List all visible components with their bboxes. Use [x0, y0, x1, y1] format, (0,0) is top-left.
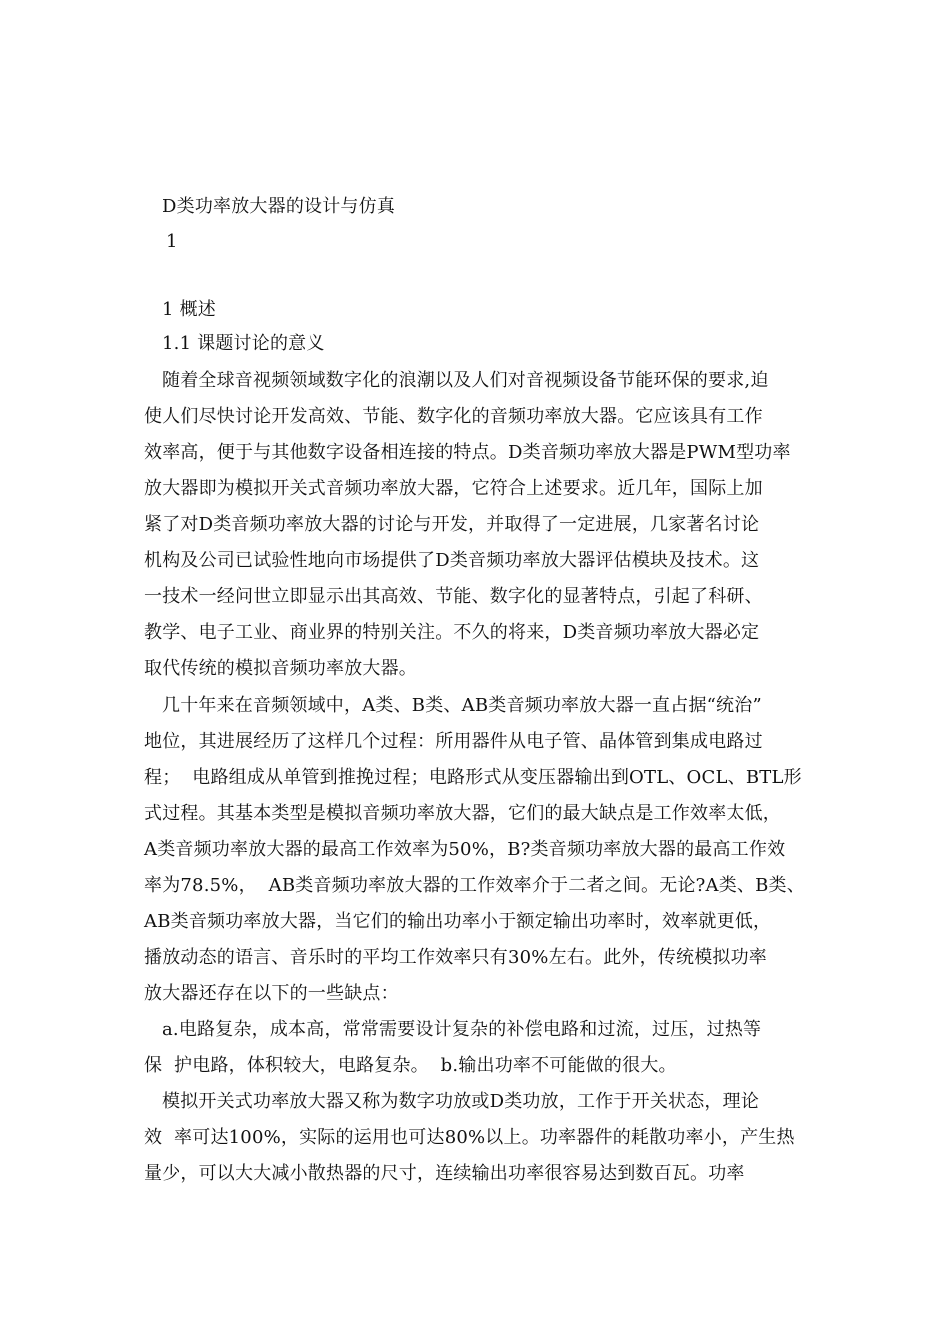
- paragraph-line-8: 教学、电子工业、商业界的特别关注。不久的将来，D类音频功率放大器必定: [144, 622, 760, 643]
- paragraph-line-7: 一技术一经问世立即显示出其高效、节能、数字化的显著特点，引起了科研、: [144, 586, 763, 607]
- paragraph-line-9: 取代传统的模拟音频功率放大器。: [144, 658, 417, 679]
- section-heading: 1 概述: [162, 299, 216, 320]
- paragraph-line-18: 放大器还存在以下的一些缺点：: [144, 983, 399, 1004]
- document-title: D类功率放大器的设计与仿真: [162, 196, 396, 217]
- paragraph-line-13: 式过程。其基本类型是模拟音频功率放大器，它们的最大缺点是工作效率太低，: [144, 803, 781, 824]
- paragraph-line-1: 随着全球音视频领域数字化的浪潮以及人们对音视频设备节能环保的要求,迫: [162, 370, 769, 391]
- paragraph-line-15: 率为78.5%， AB类音频功率放大器的工作效率介于二者之间。无论?A类、B类、: [144, 875, 805, 896]
- paragraph-line-2: 使人们尽快讨论开发高效、节能、数字化的音频功率放大器。它应该具有工作: [144, 406, 763, 427]
- paragraph-line-16: AB类音频功率放大器，当它们的输出功率小于额定输出功率时，效率就更低，: [144, 911, 772, 932]
- paragraph-line-6: 机构及公司已试验性地向市场提供了D类音频功率放大器评估模块及技术。这: [144, 550, 760, 571]
- paragraph-line-5: 紧了对D类音频功率放大器的讨论与开发，并取得了一定进展，几家著名讨论: [144, 514, 760, 535]
- paragraph-line-14: A类音频功率放大器的最高工作效率为50%，B?类音频功率放大器的最高工作效: [144, 839, 786, 860]
- paragraph-line-23: 量少，可以大大减小散热器的尺寸，连续输出功率很容易达到数百瓦。功率: [144, 1163, 745, 1184]
- paragraph-line-20: 保 护电路，体积较大，电路复杂。 b.输出功率不可能做的很大。: [144, 1055, 677, 1076]
- subsection-heading: 1.1 课题讨论的意义: [162, 333, 325, 354]
- paragraph-line-4: 放大器即为模拟开关式音频功率放大器，它符合上述要求。近几年，国际上加: [144, 478, 763, 499]
- paragraph-line-21: 模拟开关式功率放大器又称为数字功放或D类功放，工作于开关状态，理论: [162, 1091, 760, 1112]
- paragraph-line-12: 程； 电路组成从单管到推挽过程；电路形式从变压器输出到OTL、OCL、BTL形: [144, 767, 802, 788]
- paragraph-line-17: 播放动态的语言、音乐时的平均工作效率只有30%左右。此外，传统模拟功率: [144, 947, 768, 968]
- paragraph-line-11: 地位，其进展经历了这样几个过程：所用器件从电子管、晶体管到集成电路过: [144, 731, 763, 752]
- paragraph-line-10: 几十年来在音频领域中，A类、B类、AB类音频功率放大器一直占据“统治”: [162, 695, 762, 716]
- paragraph-line-19: a.电路复杂，成本高，常常需要设计复杂的补偿电路和过流，过压，过热等: [162, 1019, 762, 1040]
- paragraph-line-22: 效 率可达100%，实际的运用也可达80%以上。功率器件的耗散功率小，产生热: [144, 1127, 795, 1148]
- paragraph-line-3: 效率高，便于与其他数字设备相连接的特点。D类音频功率放大器是PWM型功率: [144, 442, 791, 463]
- page-number: 1: [166, 231, 178, 252]
